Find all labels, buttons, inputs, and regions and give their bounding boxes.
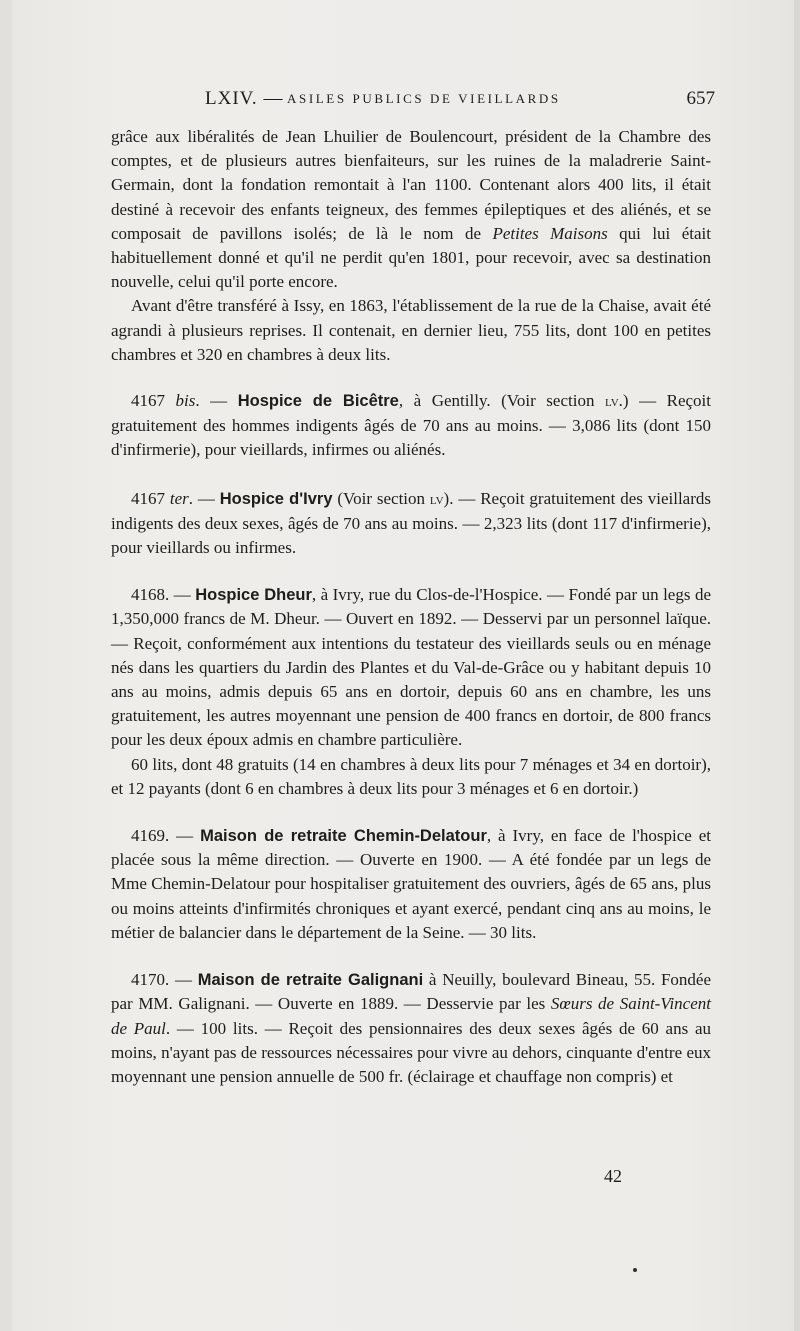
entry-4167-bis: 4167 bis. — Hospice de Bicêtre, à Gentilly. (Voir section lv.) — Reçoit gratuitement des hommes indigents âgés de 70 ans au moins. — 3,086 lits (dont 150 d'infirmerie), pour vieillards, infirmes ou aliénés.: [111, 391, 712, 460]
entry-4169: 4169. — Maison de retraite Chemin-Delatour, à Ivry, en face de l'hospice et placée sous la même direction. — Ouverte en 1900. — A été fondée par un legs de Mme Chemin-Delatour pour hospitaliser gratuitement des ouvriers, âgés de 65 ans, plus ou moins atteints d'infirmités chroniques et ayant exercé, pendant cinq ans au moins, le métier de balancier dans le département de la Seine. — 30 lits.: [111, 826, 712, 942]
signature-mark: 42: [604, 1166, 622, 1186]
entry-title-chemin-delatour: Maison de retraite Chemin-Delatour: [200, 827, 487, 846]
entry-title-galignani: Maison de retraite Galignani: [197, 971, 424, 990]
entry-title-bicetre: Hospice de Bicêtre: [237, 392, 399, 411]
running-header: [205, 88, 715, 118]
paragraph-transfert-issy: Avant d'être transféré à Issy, en 1863, l'établissement de la rue de la Chaise, avait été agrandi à plusieurs reprises. Il contenait, en dernier lieu, 755 lits, dont 100 en petites chambres et 320 en chambres à deux lits.: [111, 296, 711, 364]
chapter-number: LXIV. —: [205, 88, 284, 109]
entry-4167-ter: 4167 ter. — Hospice d'Ivry (Voir section lv). — Reçoit gratuitement des vieillards indigents des deux sexes, âgés de 70 ans au moins. — 2,323 lits (dont 117 d'infirmerie), pour vieillards ou infirmes.: [111, 488, 711, 558]
entry-4170: 4170. — Maison de retraite Galignani à Neuilly, boulevard Bineau, 55. Fondée par MM. Galignani. — Ouverte en 1889. — Desservie par les Sœurs de Saint-Vincent de Paul. — 100 lits. — Reçoit des pensionnaires des deux sexes âgés de 60 ans au moins, n'ayant pas de ressources nécessaires pour vivre au dehors, cinquante d'entre eux moyennant une pension annuelle de 500 fr. (éclairage et chauffage non compris) et: [111, 970, 711, 1086]
speck: [633, 1268, 637, 1272]
page-number: 657: [686, 88, 715, 109]
page-right-edge: [794, 0, 800, 1331]
body-text: [111, 125, 711, 1089]
entry-4168-beds: 60 lits, dont 48 gratuits (14 en chambres à deux lits pour 7 ménages et 34 en dortoir), et 12 payants (dont 6 en chambres à deux lits pour 3 ménages et 6 en dortoir.): [111, 754, 711, 798]
entry-title-dheur: Hospice Dheur: [195, 586, 312, 605]
paragraph-petites-maisons: grâce aux libéralités de Jean Lhuilier de Boulencourt, président de la Chambre des comptes, et de plusieurs autres bienfaiteurs, sur les ruines de la maladrerie Saint-Germain, dont la fondation remontait à l'an 1100. Contenant alors 400 lits, il était destiné à recevoir des enfants teigneux, des femmes épileptiques et des aliénés, et se composait de pavillons isolés; de là le nom de Petites Maisons qui lui était habituellement donné et qu'il ne perdit qu'en 1801, pour recevoir, avec sa destination nouvelle, celui qu'il porte encore.: [111, 127, 711, 292]
entry-4168: 4168. — Hospice Dheur, à Ivry, rue du Clos-de-l'Hospice. — Fondé par un legs de 1,350,000 francs de M. Dheur. — Ouvert en 1892. — Desservi par un personnel laïque. — Reçoit, conformément aux intentions du testateur des vieillards seuls ou en ménage nés dans les quartiers du Jardin des Plantes et du Val-de-Grâce ou y habitant depuis 10 ans au moins, admis depuis 65 ans en dortoir, depuis 60 ans en chambre, les uns gratuitement, les autres moyennant une pension de 400 francs en dortoir, de 800 francs pour les deux époux admis en chambre particulière.: [111, 585, 711, 750]
running-title: ASILES PUBLICS DE VIEILLARDS: [287, 91, 561, 106]
entry-title-ivry: Hospice d'Ivry: [219, 489, 333, 508]
page-left-edge: [0, 0, 12, 1331]
